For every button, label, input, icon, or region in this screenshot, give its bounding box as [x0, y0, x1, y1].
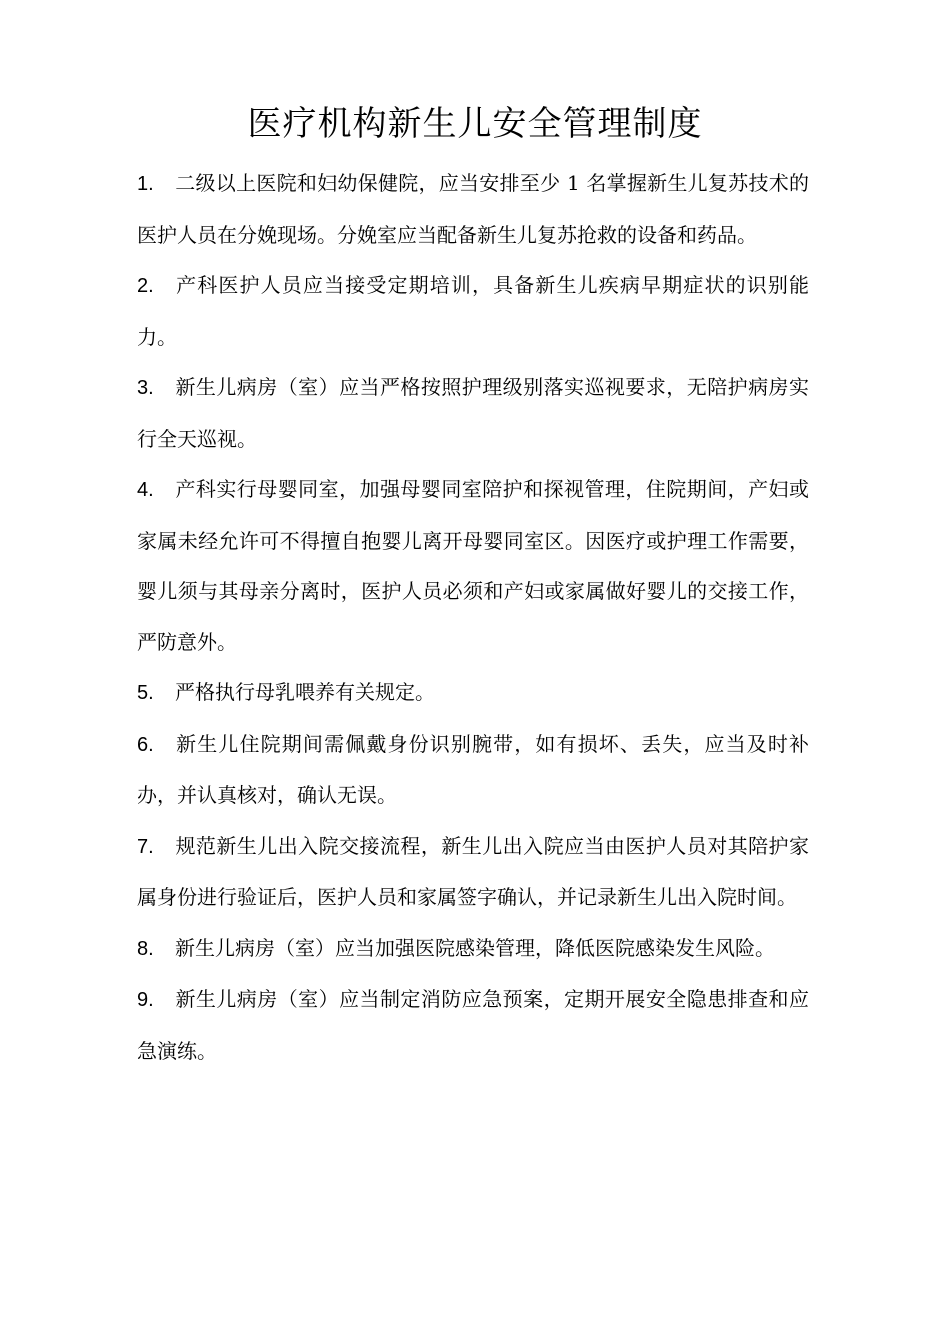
clause-item — [137, 821, 809, 923]
clause-number: 8. — [137, 937, 154, 960]
clause-item — [137, 464, 809, 667]
clause-text: 新生儿病房（室）应当加强医院感染管理，降低医院感染发生风险。 — [175, 935, 775, 960]
clause-text: 严格执行母乳喂养有关规定。 — [175, 680, 435, 704]
clause-text: 二级以上医院和妇幼保健院，应当安排至少 1 名掌握新生儿复苏技术的医护人员在分娩现场。分娩室应当配备新生儿复苏抢救的设备和药品。 — [137, 171, 809, 247]
clause-item — [137, 667, 809, 719]
clause-number: 7. — [137, 835, 154, 858]
clause-item — [137, 260, 809, 362]
clause-number: 9. — [137, 989, 154, 1011]
clause-item — [137, 158, 809, 260]
clause-text: 新生儿住院期间需佩戴身份识别腕带，如有损坏、丢失，应当及时补办，并认真核对，确认无误。 — [137, 731, 809, 807]
document-title: 医疗机构新生儿安全管理制度 — [247, 104, 703, 144]
clause-number: 3. — [137, 377, 154, 399]
clause-number: 6. — [137, 733, 154, 756]
clause-item — [137, 923, 809, 975]
clause-text: 新生儿病房（室）应当严格按照护理级别落实巡视要求，无陪护病房实行全天巡视。 — [137, 375, 809, 451]
clause-item — [137, 719, 809, 821]
clause-item — [137, 974, 809, 1076]
clause-text: 规范新生儿出入院交接流程，新生儿出入院应当由医护人员对其陪护家属身份进行验证后，医护人员和家属签字确认，并记录新生儿出入院时间。 — [137, 833, 809, 909]
clause-list — [137, 158, 809, 1076]
clause-item — [137, 362, 809, 464]
clause-text: 新生儿病房（室）应当制定消防应急预案，定期开展安全隐患排查和应急演练。 — [137, 987, 809, 1063]
clause-number: 5. — [137, 682, 154, 704]
clause-number: 1. — [137, 173, 154, 195]
clause-text: 产科实行母婴同室，加强母婴同室陪护和探视管理，住院期间，产妇或家属未经允许可不得擅自抱婴儿离开母婴同室区。因医疗或护理工作需要，婴儿须与其母亲分离时，医护人员必须和产妇或家属做好婴儿的交接工作，严防意外。 — [137, 477, 809, 654]
clause-number: 4. — [137, 479, 154, 501]
clause-text: 产科医护人员应当接受定期培训，具备新生儿疾病早期症状的识别能力。 — [137, 273, 809, 349]
clause-number: 2. — [137, 275, 154, 297]
